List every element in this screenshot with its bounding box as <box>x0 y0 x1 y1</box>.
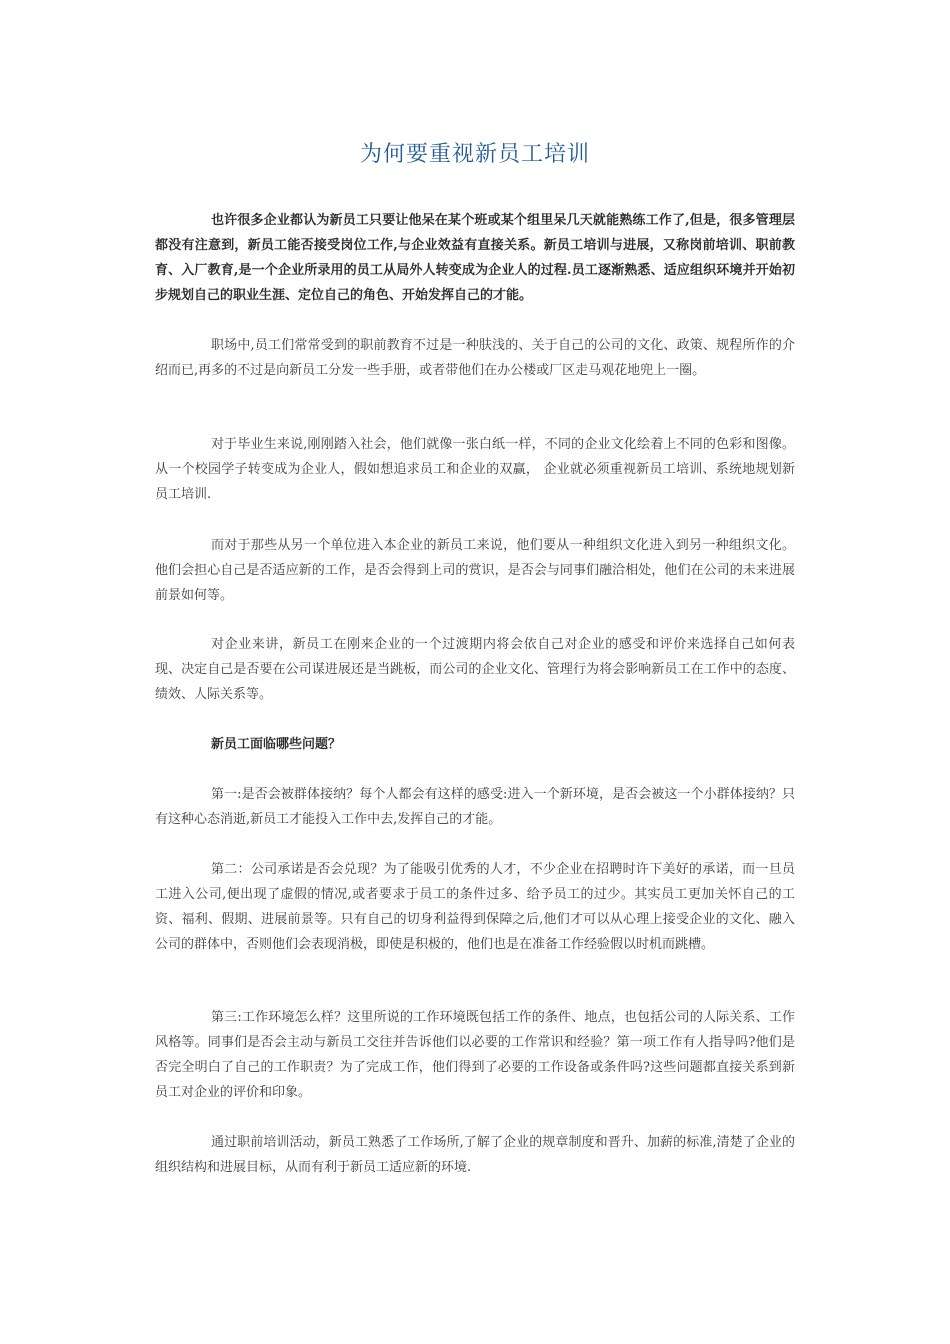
body-paragraph: 而对于那些从另一个单位进入本企业的新员工来说，他们要从一种组织文化进入到另一种组织文化。他们会担心自己是否适应新的工作，是否会得到上司的赏识，是否会与同事们融洽相处，他们在公司的未来进展前景如何等。 <box>155 538 795 603</box>
intro-paragraph: 也许很多企业都认为新员工只要让他呆在某个班或某个组里呆几天就能熟练工作了,但是，很多管理层都没有注意到，新员工能否接受岗位工作,与企业效益有直接关系。新员工培训与进展，又称岗前培训、职前教育、入厂教育,是一个企业所录用的员工从局外人转变成为企业人的过程.员工逐渐熟悉、适应组织环境并开始初步规划自己的职业生涯、定位自己的角色、开始发挥自己的才能。 <box>155 213 795 303</box>
body-paragraph: 对于毕业生来说,刚刚踏入社会，他们就像一张白纸一样，不同的企业文化绘着上不同的色彩和图像。从一个校园学子转变成为企业人，假如想追求员工和企业的双赢， 企业就必须重视新员工培训、系统地规划新员工培训. <box>155 437 795 502</box>
document-title: 为何要重视新员工培训 <box>359 142 590 167</box>
body-paragraph: 通过职前培训活动，新员工熟悉了工作场所,了解了企业的规章制度和晋升、加薪的标准,清楚了企业的组织结构和进展目标，从而有利于新员工适应新的环境. <box>155 1135 795 1175</box>
body-paragraph: 职场中,员工们常常受到的职前教育不过是一种肤浅的、关于自己的公司的文化、政策、规程所作的介绍而已,再多的不过是向新员工分发一些手册，或者带他们在办公楼或厂区走马观花地兜上一圈。 <box>155 338 795 378</box>
body-paragraph: 对企业来讲，新员工在刚来企业的一个过渡期内将会依自己对企业的感受和评价来选择自己如何表现、决定自己是否要在公司谋进展还是当跳板，而公司的企业文化、管理行为将会影响新员工在工作中的态度、绩效、人际关系等。 <box>155 637 795 702</box>
body-paragraph: 第一:是否会被群体接纳？每个人都会有这样的感受:进入一个新环境，是否会被这一个小群体接纳？只有这种心态消逝,新员工才能投入工作中去,发挥自己的才能。 <box>155 787 795 827</box>
body-paragraph: 第三:工作环境怎么样？这里所说的工作环境既包括工作的条件、地点，也包括公司的人际关系、工作风格等。同事们是否会主动与新员工交往并告诉他们以必要的工作常识和经验？第一项工作有人指导吗?他们是否完全明白了自己的工作职责？为了完成工作，他们得到了必要的工作设备或条件吗?这些问题都直接关系到新员工对企业的评价和印象。 <box>155 1010 795 1100</box>
section-heading: 新员工面临哪些问题？ <box>211 737 342 752</box>
body-paragraph: 第二：公司承诺是否会兑现？为了能吸引优秀的人才，不少企业在招聘时许下美好的承诺，而一旦员工进入公司,便出现了虚假的情况,或者要求于员工的条件过多、给予员工的过少。其实员工更加关怀自己的工资、福利、假期、进展前景等。只有自己的切身利益得到保障之后,他们才可以从心理上接受企业的文化、融入公司的群体中，否则他们会表现消极，即使是积极的，他们也是在准备工作经验假以时机而跳槽。 <box>155 862 795 952</box>
